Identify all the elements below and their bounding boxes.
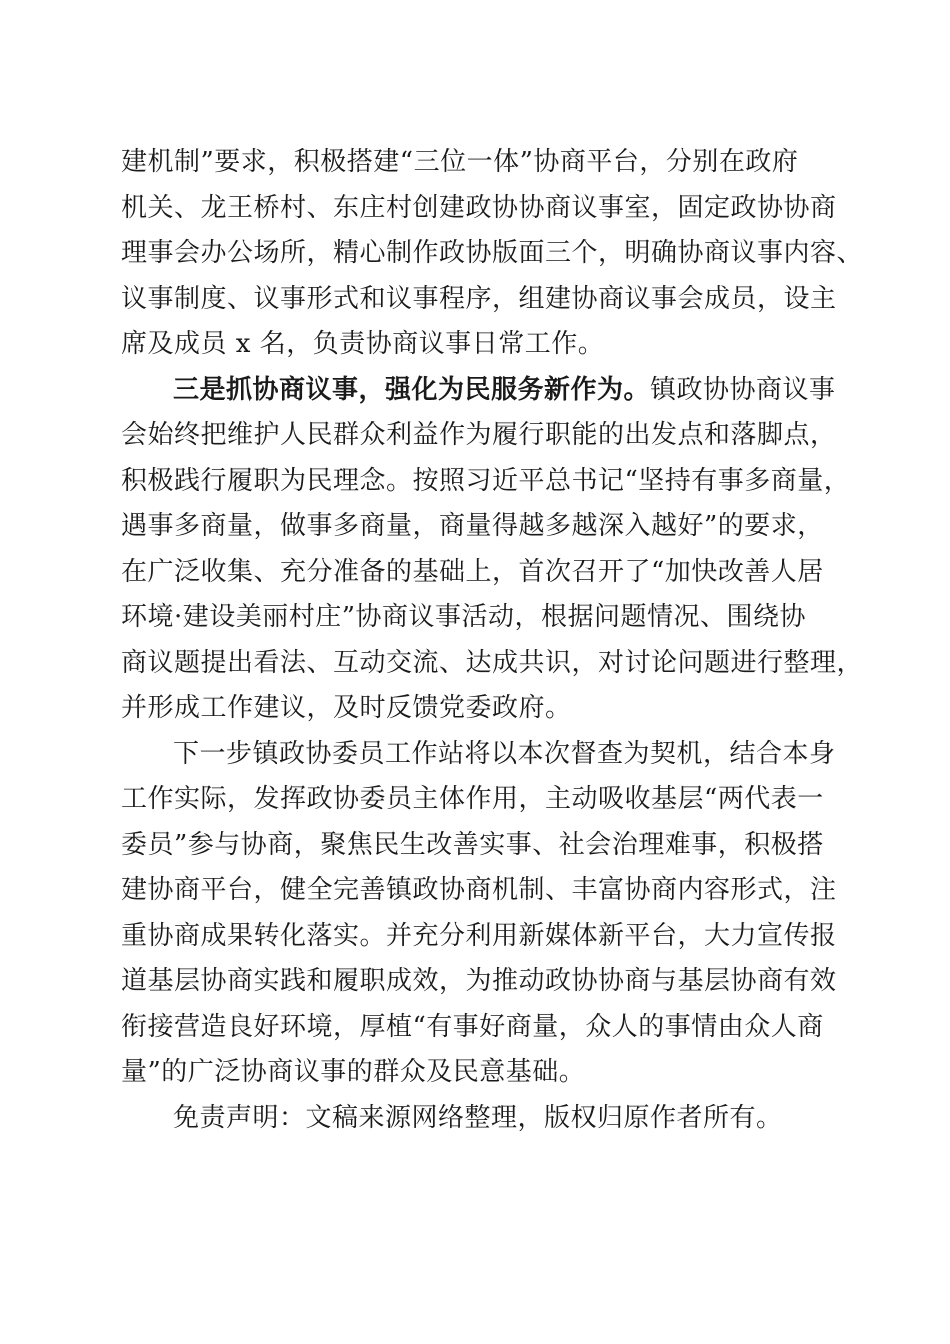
paragraph-heading: 三是抓协商议事，强化为民服务新作为。 bbox=[173, 374, 651, 405]
document-body bbox=[121, 140, 864, 1141]
text-line: 席及成员 x 名，负责协商议事日常工作。 bbox=[121, 329, 605, 359]
text-line: 会始终把维护人民群众利益作为履行职能的出发点和落脚点， bbox=[121, 420, 837, 450]
paragraph-next-steps bbox=[121, 732, 841, 1096]
text-line: 议事制度、议事形式和议事程序，组建协商议事会成员，设主 bbox=[121, 283, 837, 314]
text-line: 机关、龙王桥村、东庄村创建政协协商议事室，固定政协协商 bbox=[121, 192, 837, 223]
text-line: 积极践行履职为民理念。按照习近平总书记“坚持有事多商量， bbox=[121, 465, 851, 496]
text-line: 并形成工作建议，及时反馈党委政府。 bbox=[121, 693, 572, 723]
text-line: 工作实际，发挥政协委员主体作用，主动吸收基层“两代表一 bbox=[121, 784, 824, 814]
paragraph-platform bbox=[121, 140, 864, 368]
text-line bbox=[121, 368, 841, 414]
text-line: 衔接营造良好环境，厚植“有事好商量，众人的事情由众人商 bbox=[121, 1011, 824, 1042]
heading-line-rest: 镇政协协商议事 bbox=[650, 374, 836, 405]
text-line: 遇事多商量，做事多商量，商量得越多越深入越好”的要求， bbox=[121, 511, 824, 541]
text-line: 委员”参与协商，聚焦民生改善实事、社会治理难事，积极搭 bbox=[121, 829, 824, 860]
paragraph-consultation bbox=[121, 368, 864, 732]
text-line: 环境·建设美丽村庄”协商议事活动，根据问题情况、围绕协 bbox=[121, 602, 807, 632]
text-line: 下一步镇政协委员工作站将以本次督查为契机，结合本身 bbox=[173, 738, 836, 769]
text-line: 重协商成果转化落实。并充分利用新媒体新平台，大力宣传报 bbox=[121, 920, 837, 951]
text-line: 量”的广泛协商议事的群众及民意基础。 bbox=[121, 1057, 586, 1087]
text-line: 建机制”要求，积极搭建“三位一体”协商平台，分别在政府 bbox=[121, 147, 799, 177]
text-line: 商议题提出看法、互动交流、达成共识，对讨论问题进行整理， bbox=[121, 647, 864, 678]
text-line: 建协商平台，健全完善镇政协商机制、丰富协商内容形式，注 bbox=[121, 875, 837, 905]
text-line: 理事会办公场所，精心制作政协版面三个，明确协商议事内容、 bbox=[121, 238, 864, 268]
text-line: 在广泛收集、充分准备的基础上，首次召开了“加快改善人居 bbox=[121, 556, 824, 587]
text-line: 道基层协商实践和履职成效，为推动政协协商与基层协商有效 bbox=[121, 966, 837, 996]
disclaimer-text: 免责声明：文稿来源网络整理，版权归原作者所有。 bbox=[173, 1102, 783, 1133]
